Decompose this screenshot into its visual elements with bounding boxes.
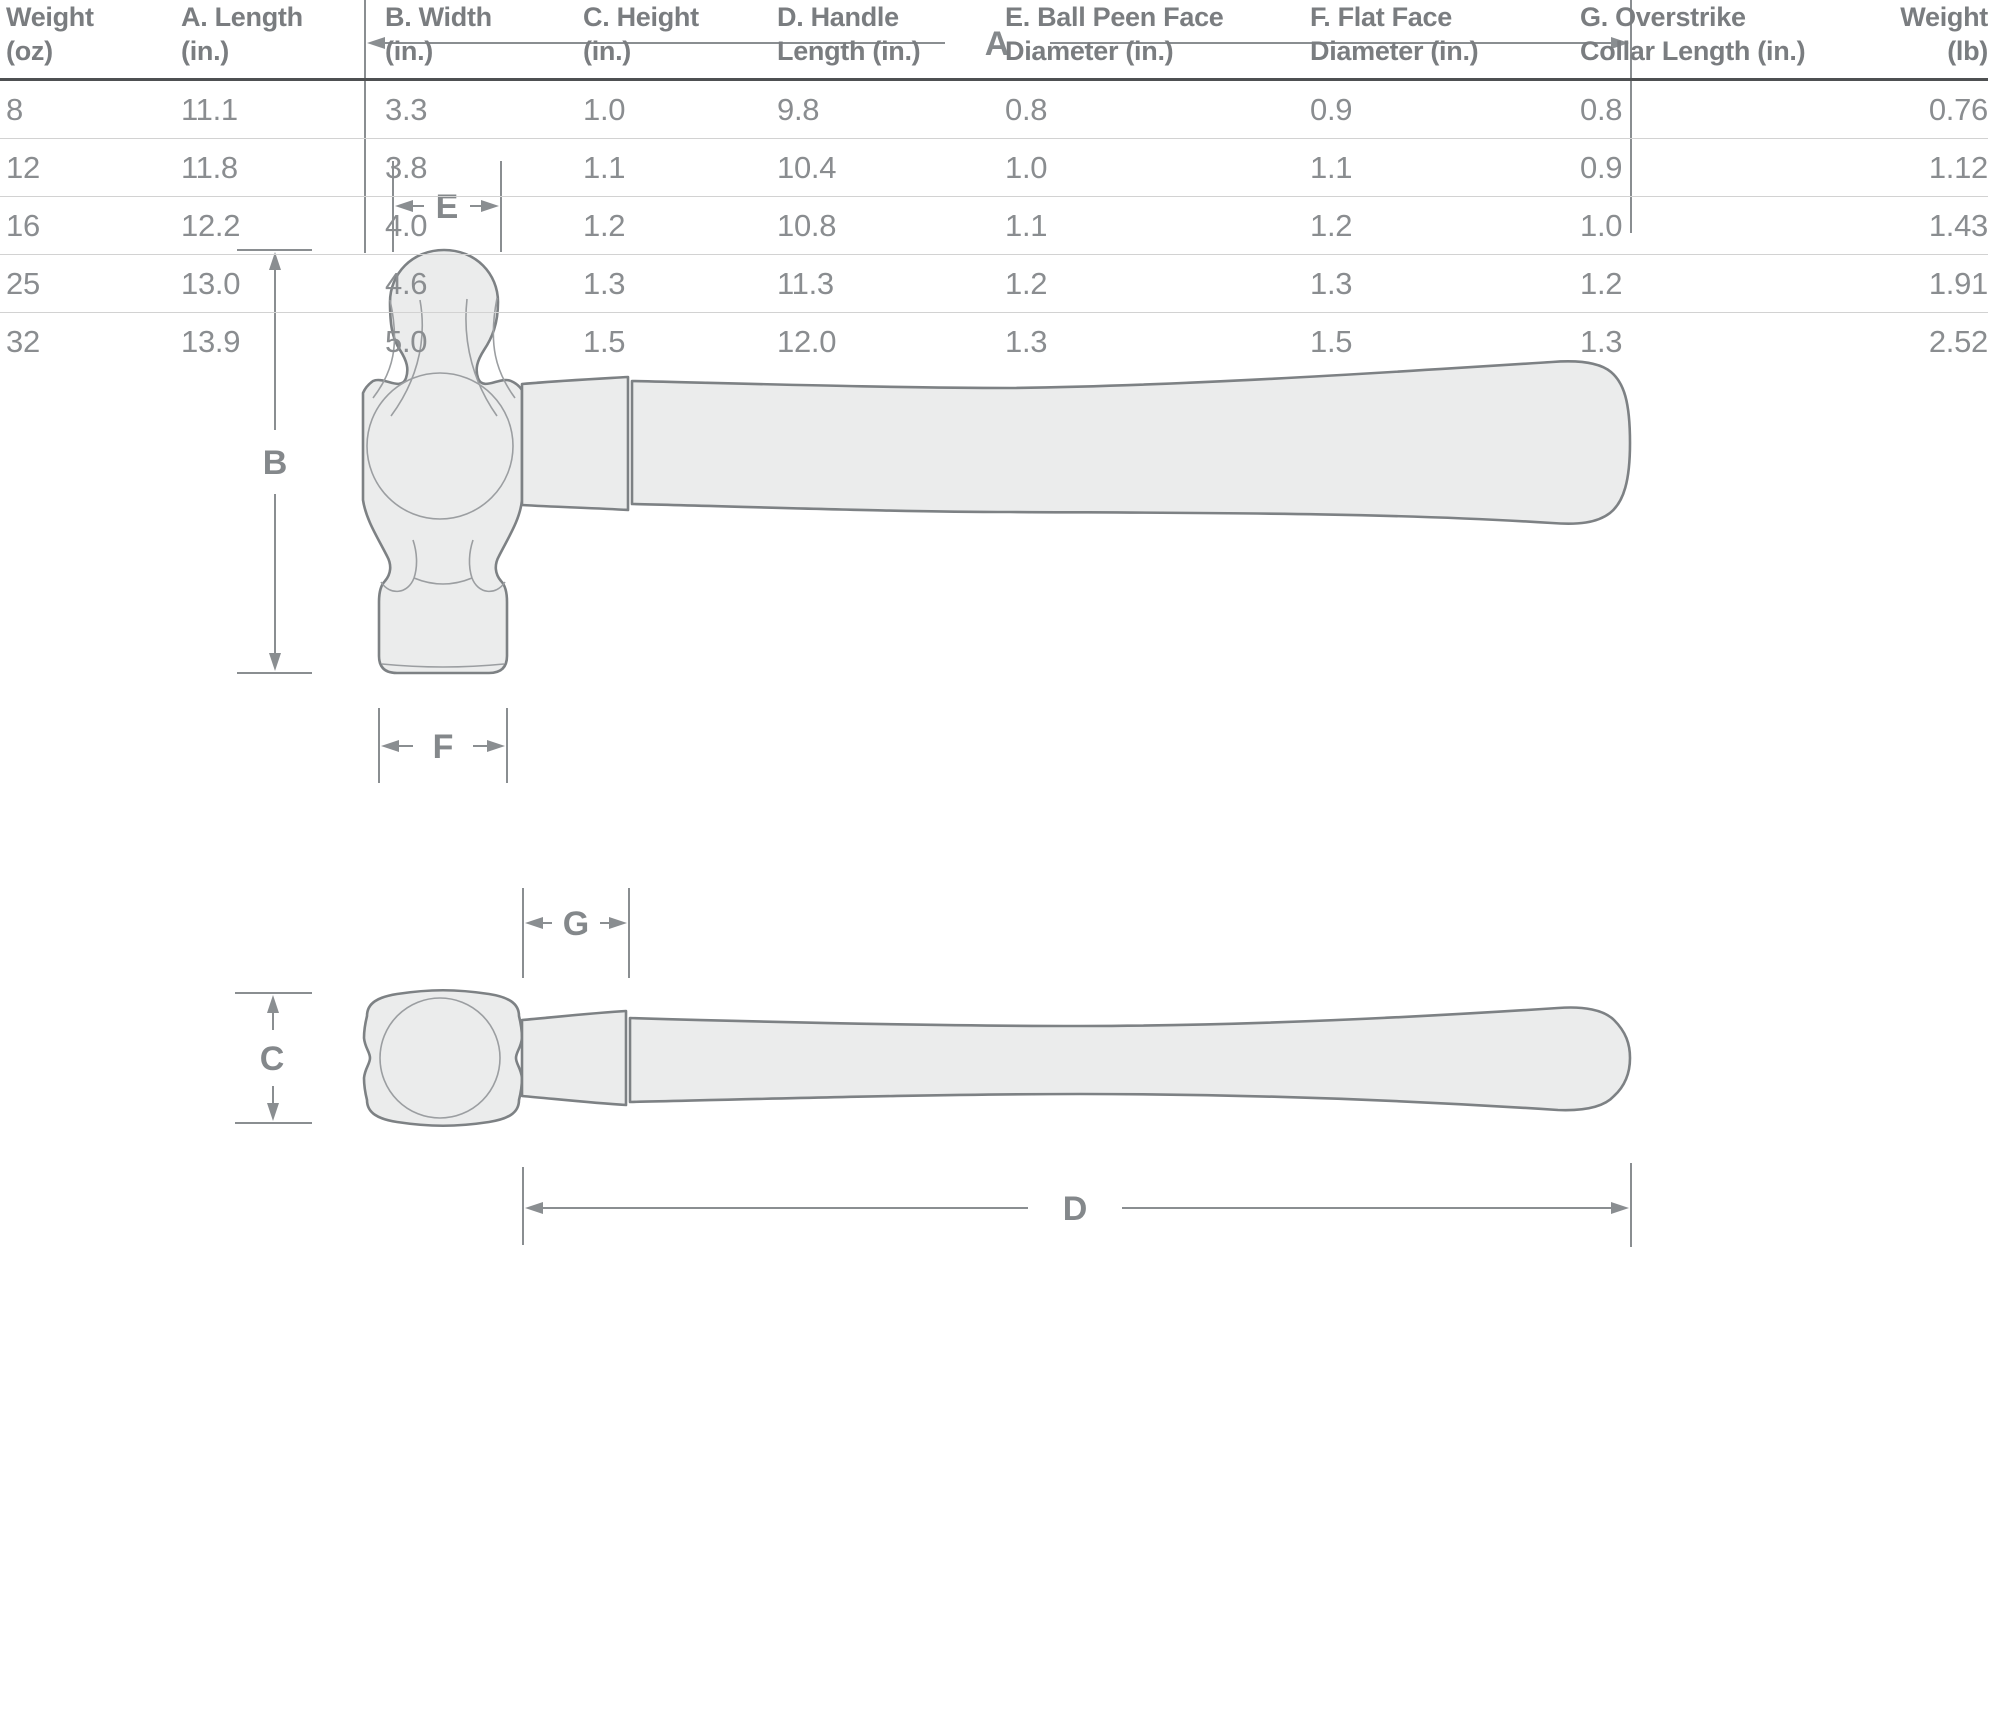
- spec-cell: 0.9: [1310, 91, 1353, 127]
- spec-cell: 1.2: [1310, 207, 1353, 243]
- spec-cell: 1.1: [583, 149, 626, 185]
- column-header-handle-length: D. Handle Length (in.): [777, 2, 921, 66]
- spec-cell: 1.2: [1005, 265, 1048, 301]
- spec-cell: 8: [6, 91, 23, 127]
- spec-cell: 1.43: [1928, 207, 1988, 243]
- dimension-label-G: G: [562, 905, 590, 943]
- spec-cell: 11.8: [181, 149, 238, 185]
- dimension-height-C: [235, 993, 312, 1123]
- spec-cell: 10.4: [777, 149, 837, 185]
- spec-cell: 9.8: [777, 91, 820, 127]
- spec-cell: 1.12: [1928, 149, 1988, 185]
- side-view-overstrike-collar: [522, 377, 628, 510]
- spec-cell: 10.8: [777, 207, 837, 243]
- spec-cell: 13.9: [181, 323, 241, 359]
- spec-cell: 1.5: [583, 323, 626, 359]
- table-row: [0, 197, 1988, 255]
- dimension-label-B: B: [262, 444, 288, 482]
- spec-cell: 0.8: [1580, 91, 1623, 127]
- spec-cell: 12.2: [181, 207, 241, 243]
- spec-cell: 0.9: [1580, 149, 1623, 185]
- dimension-handle-length-D: [523, 1163, 1631, 1247]
- spec-cell: 1.5: [1310, 323, 1353, 359]
- top-view-head: [364, 990, 522, 1126]
- dimension-label-F: F: [432, 728, 454, 766]
- spec-cell: 1.0: [1580, 207, 1623, 243]
- spec-cell: 1.1: [1005, 207, 1048, 243]
- spec-cell: 1.0: [1005, 149, 1048, 185]
- specification-table: [0, 0, 1988, 370]
- spec-cell: 0.76: [1928, 91, 1988, 127]
- dimension-label-E: E: [435, 188, 459, 226]
- spec-cell: 1.0: [583, 91, 626, 127]
- spec-cell: 5.0: [385, 323, 428, 359]
- spec-cell: 12: [6, 149, 40, 185]
- spec-cell: 1.3: [1310, 265, 1353, 301]
- spec-cell: 3.3: [385, 91, 428, 127]
- side-view-handle: [632, 361, 1630, 523]
- table-row: [0, 255, 1988, 313]
- spec-cell: 1.3: [1005, 323, 1048, 359]
- column-header-length: A. Length (in.): [181, 2, 303, 66]
- dimension-overstrike-collar-G: [523, 888, 629, 978]
- spec-cell: 1.3: [1580, 323, 1623, 359]
- spec-cell: 16: [6, 207, 40, 243]
- column-header-weight-oz: Weight (oz): [6, 2, 94, 66]
- table-row: [0, 139, 1988, 197]
- spec-cell: 1.1: [1310, 149, 1353, 185]
- dimension-flat-face-F: [379, 708, 507, 783]
- spec-cell: 0.8: [1005, 91, 1048, 127]
- spec-cell: 11.3: [777, 265, 834, 301]
- spec-cell: 4.6: [385, 265, 428, 301]
- spec-cell: 1.2: [1580, 265, 1623, 301]
- spec-cell: 3.8: [385, 149, 428, 185]
- table-header-row: [0, 0, 1988, 81]
- spec-cell: 32: [6, 323, 40, 359]
- hammer-top-view: [364, 990, 1630, 1126]
- spec-cell: 4.0: [385, 207, 428, 243]
- column-header-height: C. Height (in.): [583, 2, 699, 66]
- dimension-label-D: D: [1062, 1190, 1088, 1228]
- column-header-flat-face-diameter: F. Flat Face Diameter (in.): [1310, 2, 1479, 66]
- spec-cell: 1.2: [583, 207, 626, 243]
- spec-cell: 11.1: [181, 91, 238, 127]
- dimension-label-A: A: [984, 25, 1010, 63]
- table-body: [0, 81, 1988, 370]
- table-row: [0, 81, 1988, 139]
- top-view-overstrike-collar: [522, 1011, 626, 1105]
- spec-cell: 1.3: [583, 265, 626, 301]
- column-header-width: B. Width (in.): [385, 2, 492, 66]
- column-header-overstrike-collar-length: G. Overstrike Collar Length (in.): [1580, 2, 1806, 66]
- dimension-label-C: C: [259, 1040, 285, 1078]
- spec-cell: 12.0: [777, 323, 837, 359]
- spec-cell: 25: [6, 265, 40, 301]
- table-row: [0, 313, 1988, 370]
- spec-cell: 1.91: [1928, 265, 1988, 301]
- column-header-ball-peen-face-diameter: E. Ball Peen Face Diameter (in.): [1005, 2, 1224, 66]
- top-view-handle: [630, 1008, 1630, 1111]
- column-header-weight-lb: Weight (lb): [1900, 2, 1988, 66]
- spec-cell: 13.0: [181, 265, 241, 301]
- spec-cell: 2.52: [1928, 323, 1988, 359]
